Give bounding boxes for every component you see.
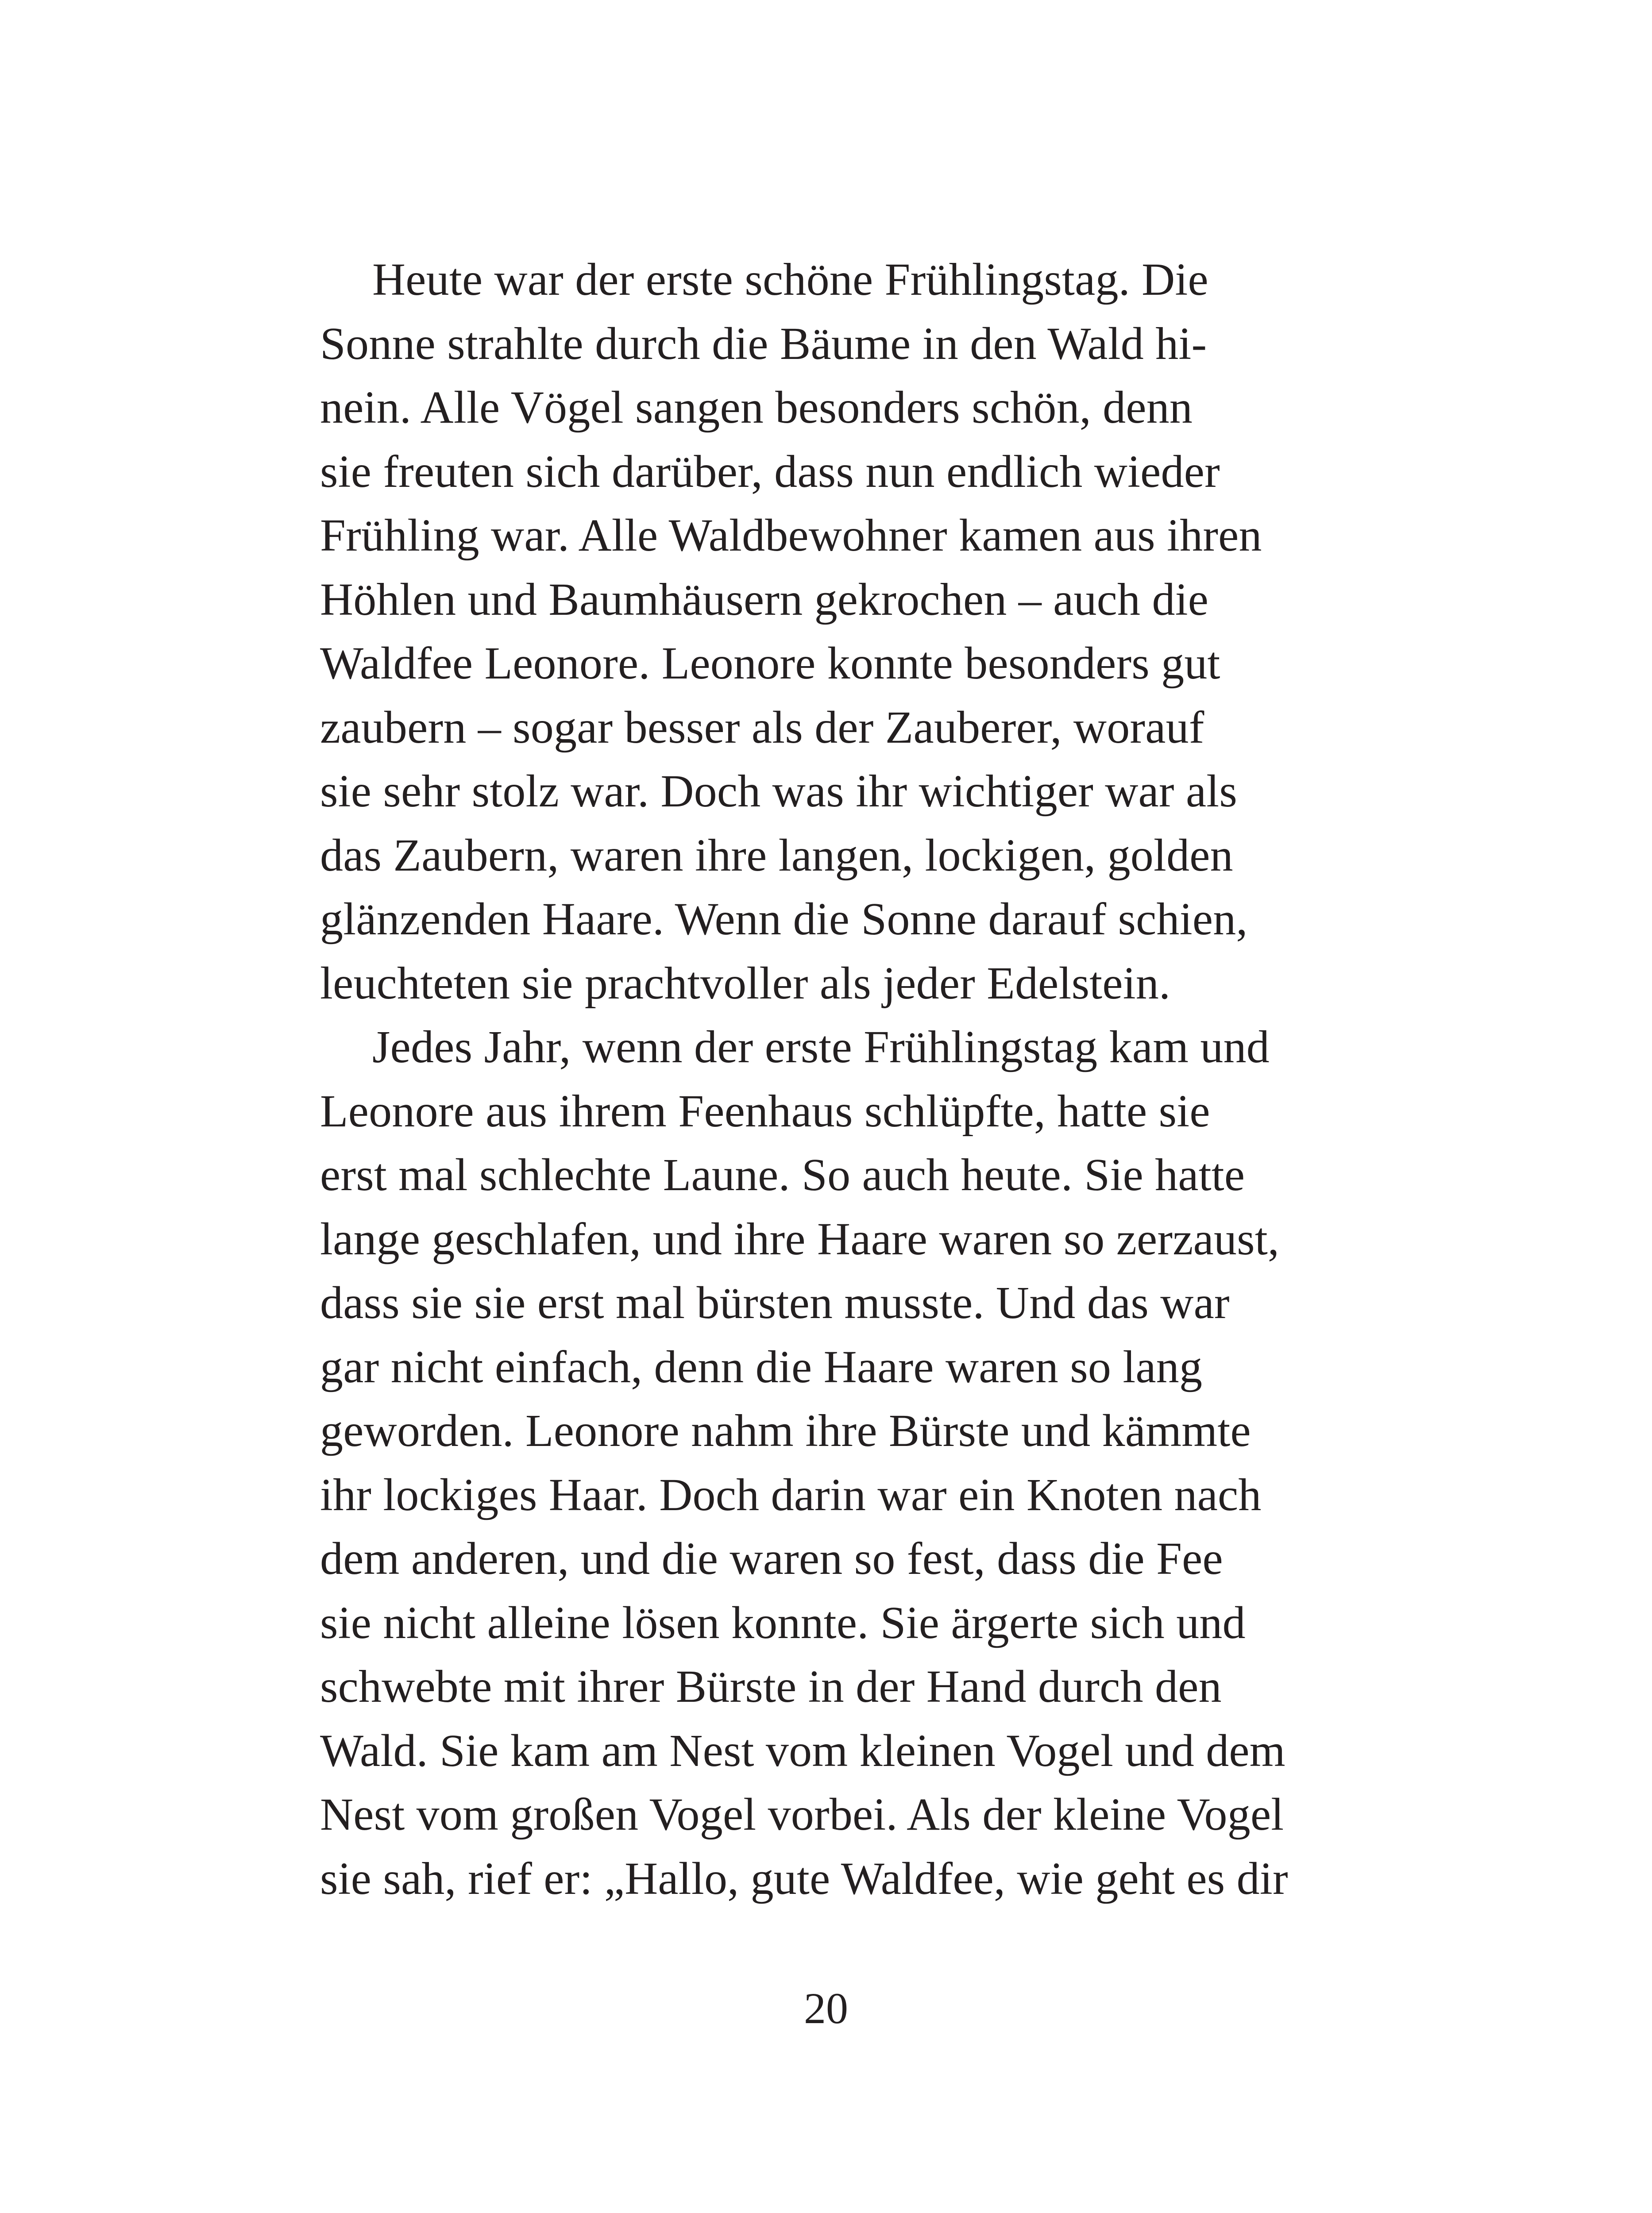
text-line: nein. Alle Vögel sangen besonders schön, denn bbox=[320, 382, 1193, 433]
text-line: sie nicht alleine lösen konnte. Sie ärgerte sich und bbox=[320, 1597, 1246, 1648]
text-line: ihr lockiges Haar. Doch darin war ein Knoten nach bbox=[320, 1469, 1262, 1520]
text-line: Wald. Sie kam am Nest vom kleinen Vogel und dem bbox=[320, 1725, 1285, 1776]
text-line: lange geschlafen, und ihre Haare waren so zerzaust, bbox=[320, 1213, 1280, 1265]
text-line: zaubern – sogar besser als der Zauberer, worauf bbox=[320, 702, 1204, 753]
page-number: 20 bbox=[804, 1984, 848, 2033]
text-line: Leonore aus ihrem Feenhaus schlüpfte, hatte sie bbox=[320, 1085, 1210, 1137]
text-line: dem anderen, und die waren so fest, dass die Fee bbox=[320, 1533, 1223, 1584]
text-line: gar nicht einfach, denn die Haare waren so lang bbox=[320, 1341, 1203, 1392]
text-line: Höhlen und Baumhäusern gekrochen – auch die bbox=[320, 574, 1209, 625]
text-line: erst mal schlechte Laune. So auch heute. Sie hatte bbox=[320, 1149, 1245, 1200]
text-line: leuchteten sie prachtvoller als jeder Edelstein. bbox=[320, 957, 1171, 1009]
text-line: sie freuten sich darüber, dass nun endlich wieder bbox=[320, 446, 1220, 497]
text-line: schwebte mit ihrer Bürste in der Hand durch den bbox=[320, 1661, 1222, 1712]
text-line: Waldfee Leonore. Leonore konnte besonders gut bbox=[320, 638, 1220, 689]
text-line: Nest vom großen Vogel vorbei. Als der kleine Vogel bbox=[320, 1789, 1284, 1840]
text-line: glänzenden Haare. Wenn die Sonne darauf schien, bbox=[320, 894, 1248, 945]
text-line: das Zaubern, waren ihre langen, lockigen, golden bbox=[320, 829, 1233, 881]
body-text bbox=[320, 248, 1391, 1911]
text-line: geworden. Leonore nahm ihre Bürste und kämmte bbox=[320, 1405, 1251, 1456]
text-line-paragraph-start: Jedes Jahr, wenn der erste Frühlingstag kam und bbox=[372, 1022, 1270, 1072]
text-line: sie sehr stolz war. Doch was ihr wichtiger war als bbox=[320, 766, 1238, 817]
text-line: dass sie sie erst mal bürsten musste. Und das war bbox=[320, 1277, 1230, 1328]
text-line: Frühling war. Alle Waldbewohner kamen aus ihren bbox=[320, 510, 1262, 561]
text-line: Sonne strahlte durch die Bäume in den Wald hi- bbox=[320, 318, 1207, 369]
text-line-paragraph-start: Heute war der erste schöne Frühlingstag. Die bbox=[372, 254, 1208, 305]
text-line: sie sah, rief er: „Hallo, gute Waldfee, wie geht es dir bbox=[320, 1853, 1288, 1904]
